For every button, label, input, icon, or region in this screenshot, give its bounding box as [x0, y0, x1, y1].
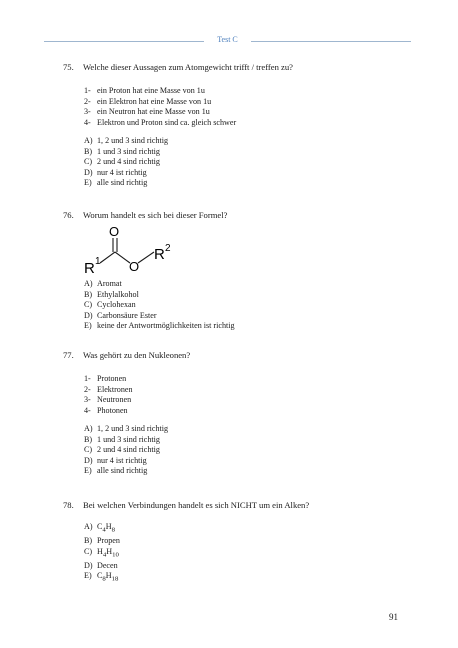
question-75-answers — [84, 136, 168, 189]
list-item: 3- Neutronen — [84, 395, 132, 404]
question-76-title — [63, 210, 227, 220]
list-item: 3- ein Neutron hat eine Masse von 1u — [84, 107, 210, 116]
r1-label: R — [84, 260, 95, 277]
ester-oxygen: O — [129, 259, 140, 274]
answer-option: C) $H_4H_{10}$ — [84, 546, 119, 559]
answer-option: D) nur 4 ist richtig — [84, 455, 147, 465]
question-number: 76. — [63, 210, 74, 220]
question-75-statements — [84, 86, 236, 128]
bond-r1-carbon — [100, 252, 115, 263]
question-text: Welche dieser Aussagen zum Atomgewicht trifft / treffen zu? — [83, 62, 293, 72]
answer-option: E) alle sind richtig — [84, 178, 148, 187]
r1-superscript: 1 — [95, 256, 101, 267]
answer-option: B) 1 und 3 sind richtig — [84, 434, 160, 444]
list-item: 1- Protonen — [84, 374, 127, 383]
bond-carbon-oxygen — [115, 252, 130, 263]
question-77-statements — [84, 374, 133, 416]
carbonyl-oxygen: O — [109, 225, 120, 239]
list-item: 2- ein Elektron hat eine Masse von 1u — [84, 96, 212, 106]
answer-option: C) 2 und 4 sind richtig — [84, 445, 160, 454]
question-number: 78. — [63, 500, 74, 510]
answer-option: A) 1, 2 und 3 sind richtig — [84, 136, 169, 145]
question-78-answers — [84, 522, 120, 585]
answer-option: A) 1, 2 und 3 sind richtig — [84, 424, 169, 433]
question-text: Bei welchen Verbindungen handelt es sich NICHT um ein Alken? — [83, 500, 310, 510]
question-number: 75. — [63, 62, 74, 72]
question-77-answers — [84, 424, 168, 477]
question-76-answers — [84, 279, 235, 332]
answer-option: B) Ethylalkohol — [84, 289, 139, 299]
answer-option: C) Cyclohexan — [84, 300, 136, 309]
list-item: 4- Photonen — [84, 405, 128, 415]
ester-structural-formula — [82, 225, 192, 277]
header-rule-right — [251, 41, 411, 42]
page-number: 91 — [389, 612, 398, 622]
header-rule-left — [44, 41, 204, 42]
answer-option: B) 1 und 3 sind richtig — [84, 146, 160, 156]
list-item: 1- ein Proton hat eine Masse von 1u — [84, 86, 205, 95]
answer-option: D) nur 4 ist richtig — [84, 167, 147, 177]
answer-option: A) Aromat — [84, 279, 122, 288]
answer-option: C) 2 und 4 sind richtig — [84, 157, 160, 166]
answer-option: E) keine der Antwortmöglichkeiten ist richtig — [84, 321, 235, 330]
question-78-title — [63, 500, 309, 510]
bond-oxygen-r2 — [138, 252, 154, 263]
question-text: Was gehört zu den Nukleonen? — [83, 350, 191, 360]
question-text: Worum handelt es sich bei dieser Formel? — [83, 210, 228, 220]
answer-option: D) Decen — [84, 560, 118, 570]
question-75-title — [63, 62, 293, 72]
list-item: 4- Elektron und Proton sind ca. gleich schwer — [84, 117, 237, 127]
r2-label: R — [154, 246, 165, 263]
answer-option: B) Propen — [84, 536, 120, 546]
question-number: 77. — [63, 350, 74, 360]
answer-option: E) alle sind richtig — [84, 466, 148, 475]
r2-superscript: 2 — [165, 243, 171, 254]
header-title: Test C — [217, 35, 238, 44]
answer-option: E) $C_8H_{18}$ — [84, 571, 119, 583]
answer-option: D) Carbonsäure Ester — [84, 310, 157, 320]
list-item: 2- Elektronen — [84, 384, 133, 394]
answer-option: A) $C_4H_8$ — [84, 522, 116, 534]
question-77-title — [63, 350, 190, 360]
